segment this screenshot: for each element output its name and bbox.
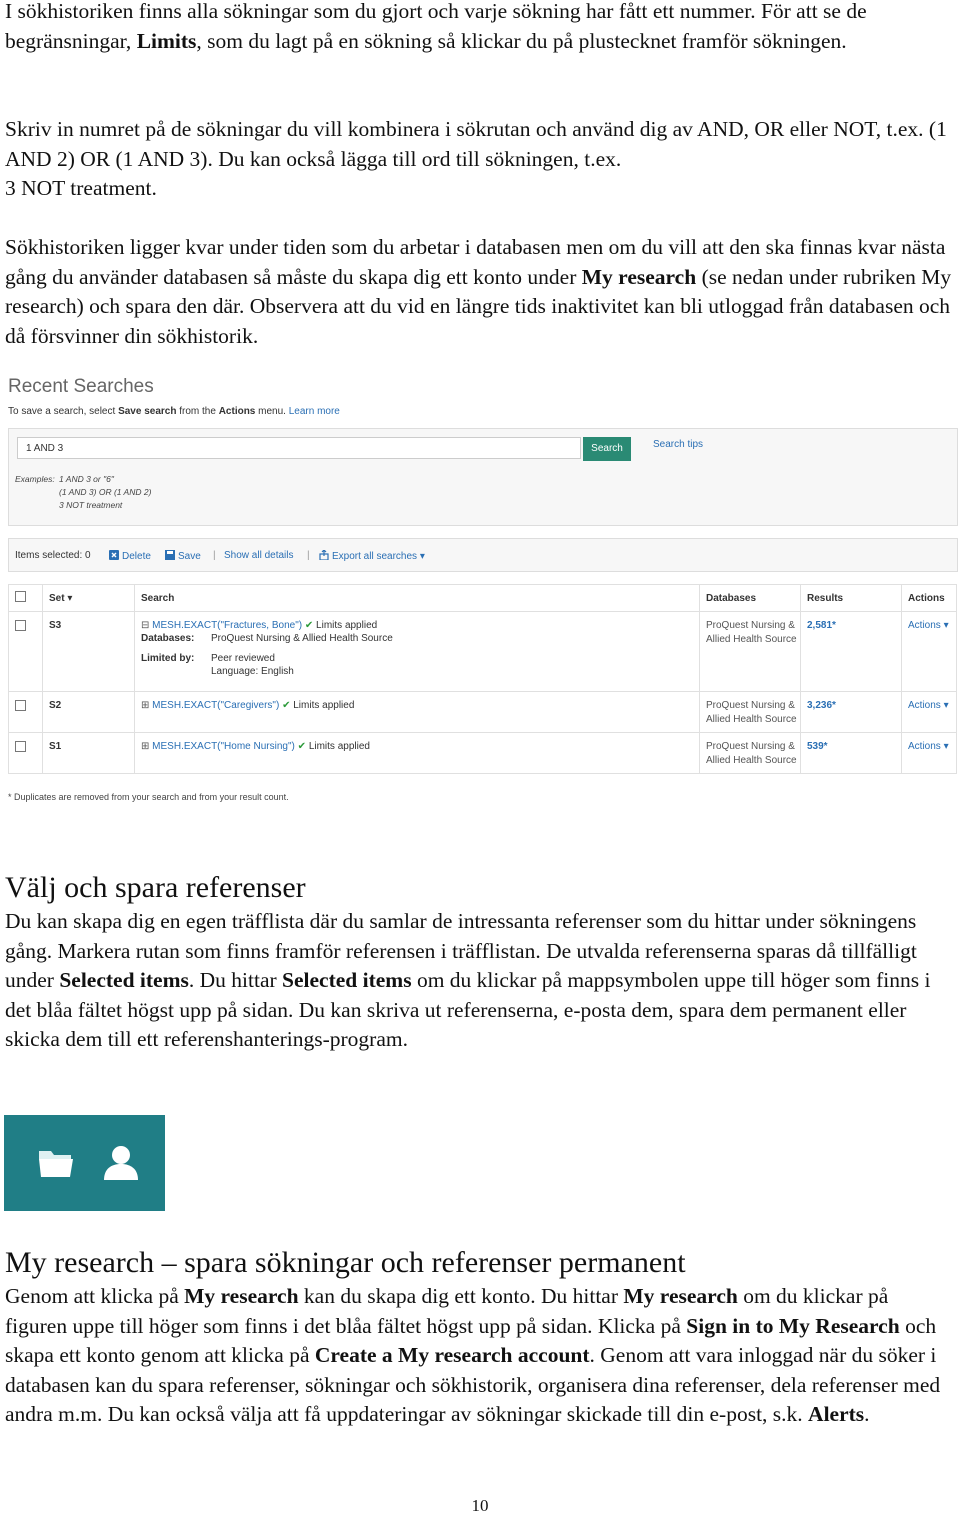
database-name: Allied Health Source xyxy=(706,634,797,645)
actions-cell xyxy=(902,612,957,692)
select-all-cell xyxy=(9,585,43,612)
limited-by-label: Limited by: xyxy=(141,653,195,664)
search-input[interactable]: 1 AND 3 xyxy=(17,437,581,459)
database-name: ProQuest Nursing & xyxy=(706,620,795,631)
database-name: Allied Health Source xyxy=(706,755,797,766)
search-tips-link[interactable]: Search tips xyxy=(653,439,704,450)
example-item: 3 NOT treatment xyxy=(59,500,123,510)
actions-cell xyxy=(902,692,957,733)
text: (se nedan under rubriken My research) och spara den där. Observera att du vid en längre tids inaktivitet kan bli utloggad från databasen och då försvinner din sökhistorik. xyxy=(5,264,952,348)
example-item: 1 AND 3 or "6" xyxy=(59,474,114,484)
text: from the xyxy=(176,406,219,417)
search-cell xyxy=(135,692,700,733)
text: och skapa ett konto genom att klicka på xyxy=(5,1313,937,1367)
search-history-table xyxy=(8,584,957,774)
set-cell xyxy=(43,612,135,692)
check-icon: ✔ xyxy=(304,620,314,631)
results-count-link[interactable]: 3,236* xyxy=(807,700,836,711)
databases-value: ProQuest Nursing & Allied Health Source xyxy=(211,633,393,644)
section-heading-my-research: My research – spara sökningar och referenser permanent xyxy=(5,1246,686,1279)
delete-icon xyxy=(109,550,119,560)
set-id: S3 xyxy=(49,620,62,631)
limits-applied: Limits applied xyxy=(316,620,378,631)
database-name: ProQuest Nursing & xyxy=(706,741,795,752)
text: . xyxy=(864,1402,870,1426)
limit-value: Language: English xyxy=(211,666,294,677)
text: Du kan skapa dig en egen träfflista där du samlar de intressanta referenser som du hittar under sökningens gång. Markera rutan som finns framför referensen i träfflistan. De utvalda referenserna sparas då tillfälligt under xyxy=(5,909,917,992)
bold-create-account: Create a My research account xyxy=(314,1343,590,1367)
results-cell xyxy=(801,612,902,692)
duplicates-footnote: * Duplicates are removed from your search and from your result count. xyxy=(8,792,289,802)
table-row xyxy=(9,692,957,733)
delete-label: Delete xyxy=(122,551,151,562)
results-cell xyxy=(801,733,902,774)
results-count-link[interactable]: 539* xyxy=(807,741,828,752)
actions-dropdown[interactable]: Actions ▾ xyxy=(908,700,949,711)
export-label: Export all searches ▾ xyxy=(332,551,425,562)
bold-selected-items: Selected items xyxy=(59,968,189,992)
row-checkbox[interactable] xyxy=(15,620,26,631)
search-history-toolbar xyxy=(8,538,958,572)
search-cell xyxy=(135,733,700,774)
databases-cell xyxy=(700,733,801,774)
search-examples xyxy=(15,473,151,512)
text: To save a search, select xyxy=(8,406,119,417)
bold-limits: Limits xyxy=(136,28,197,53)
table-row xyxy=(9,612,957,692)
folder-icon xyxy=(37,1147,75,1179)
toolbar-banner-image xyxy=(4,1115,165,1211)
text: I sökhistoriken finns alla sökningar som du gjort och varje sökning har fått ett nummer. För att se de begränsningar, xyxy=(5,0,867,53)
expand-icon[interactable]: ⊞ xyxy=(141,700,150,711)
recent-searches-help xyxy=(8,406,340,417)
intro-paragraph-3 xyxy=(5,233,955,351)
bold-my-research: My research xyxy=(623,1284,738,1308)
row-checkbox[interactable] xyxy=(15,741,26,752)
text: om du klickar på figuren uppe till höger som finns i det blåa fältet högst upp på sidan. Klicka på xyxy=(5,1284,889,1338)
search-button[interactable]: Search xyxy=(583,437,631,461)
section-paragraph-my-research xyxy=(5,1282,955,1430)
example-item: (1 AND 3) OR (1 AND 2) xyxy=(59,487,152,497)
user-icon xyxy=(101,1143,141,1181)
set-cell xyxy=(43,692,135,733)
limit-value: Peer reviewed xyxy=(211,653,275,664)
search-panel xyxy=(8,428,958,526)
text: Skriv in numret på de sökningar du vill kombinera i sökrutan och använd dig av AND, OR eller NOT, t.ex. (1 AND 2) OR (1 AND 3). Du kan också lägga till ord till sökningen, t.ex. xyxy=(5,117,947,171)
actions-cell xyxy=(902,733,957,774)
check-icon: ✔ xyxy=(282,700,291,711)
show-all-details-link[interactable]: Show all details xyxy=(224,550,294,561)
text: Genom att klicka på xyxy=(5,1284,185,1308)
check-icon: ✔ xyxy=(297,741,307,752)
section-heading-select-save: Välj och spara referenser xyxy=(5,871,306,904)
separator: | xyxy=(213,550,216,561)
column-set[interactable]: Set ▾ xyxy=(43,585,135,612)
text: menu. xyxy=(255,406,289,417)
set-id: S2 xyxy=(49,700,62,711)
export-icon xyxy=(319,550,329,560)
checkbox-cell xyxy=(9,692,43,733)
search-cell xyxy=(135,612,700,692)
search-query-link[interactable]: MESH.EXACT("Home Nursing") xyxy=(152,741,295,752)
row-checkbox[interactable] xyxy=(15,700,26,711)
bold-my-research: My research xyxy=(184,1284,299,1308)
recent-searches-title: Recent Searches xyxy=(8,376,154,397)
limits-applied: Limits applied xyxy=(293,700,355,711)
recent-searches-screenshot xyxy=(0,370,960,810)
actions-dropdown[interactable]: Actions ▾ xyxy=(908,741,949,752)
limits-applied: Limits applied xyxy=(308,741,370,752)
select-all-checkbox[interactable] xyxy=(15,591,26,602)
text: 3 NOT treatment. xyxy=(5,176,157,200)
column-results: Results xyxy=(801,585,902,612)
checkbox-cell xyxy=(9,733,43,774)
save-button[interactable] xyxy=(165,550,201,562)
separator: | xyxy=(307,550,310,561)
set-cell xyxy=(43,733,135,774)
search-query-link[interactable]: MESH.EXACT("Caregivers") xyxy=(152,700,280,711)
text: . Du hittar xyxy=(188,968,283,992)
export-all-searches-button[interactable] xyxy=(319,550,425,562)
results-count-link[interactable]: 2,581* xyxy=(807,620,836,631)
database-name: ProQuest Nursing & xyxy=(706,700,795,711)
intro-paragraph-1 xyxy=(5,0,955,56)
actions-dropdown[interactable]: Actions ▾ xyxy=(908,620,949,631)
collapse-icon[interactable]: ⊟ xyxy=(141,620,150,631)
databases-label: Databases: xyxy=(141,633,195,644)
column-databases: Databases xyxy=(700,585,801,612)
database-name: Allied Health Source xyxy=(706,714,797,725)
bold-sign-in: Sign in to My Research xyxy=(686,1313,900,1338)
table-header-row xyxy=(9,585,957,612)
bold-alerts: Alerts xyxy=(808,1402,865,1426)
text: Actions xyxy=(218,406,256,417)
learn-more-link[interactable]: Learn more xyxy=(288,406,340,417)
intro-paragraph-2 xyxy=(5,115,955,204)
text: . Genom att vara inloggad när du söker i databasen kan du spara referenser, sökningar och sökhistorik, organisera dina referenser, dela referenser med andra m.m. Du kan också välja att få uppdateringar av sökningar skickade till din e-post, s.k. xyxy=(5,1343,941,1426)
page-number: 10 xyxy=(471,1496,489,1515)
results-cell xyxy=(801,692,902,733)
checkbox-cell xyxy=(9,612,43,692)
items-selected-count: Items selected: 0 xyxy=(15,550,91,561)
table-row xyxy=(9,733,957,774)
databases-cell xyxy=(700,612,801,692)
search-query-link[interactable]: MESH.EXACT("Fractures, Bone") xyxy=(152,620,303,631)
set-id: S1 xyxy=(49,741,62,752)
text: Sökhistoriken ligger kvar under tiden som du arbetar i databasen men om du vill att den ska finnas kvar nästa gång du använder databasen så måste du skapa dig ett konto under xyxy=(5,235,946,289)
save-icon xyxy=(165,550,175,560)
bold-selected-items: Selected items xyxy=(282,968,412,992)
delete-button[interactable] xyxy=(109,550,151,562)
text: Save search xyxy=(118,406,177,417)
text: om du klickar på mappsymbolen uppe till höger som finns i det blåa fältet högst upp på sidan. Du kan skriva ut referenserna, e-posta dem, spara dem permanent eller skicka dem till ett referenshanterings-program. xyxy=(5,968,931,1051)
databases-cell xyxy=(700,692,801,733)
section-paragraph-select-save xyxy=(5,907,955,1055)
text: kan du skapa dig ett konto. Du hittar xyxy=(298,1284,624,1308)
save-label: Save xyxy=(178,551,201,562)
examples-label: Examples: xyxy=(15,474,55,484)
bold-my-research: My research xyxy=(581,264,697,289)
column-actions: Actions xyxy=(902,585,957,612)
text: , som du lagt på en sökning så klickar du på plustecknet framför sökningen. xyxy=(196,28,847,53)
column-search: Search xyxy=(135,585,700,612)
expand-icon[interactable]: ⊞ xyxy=(141,741,150,752)
